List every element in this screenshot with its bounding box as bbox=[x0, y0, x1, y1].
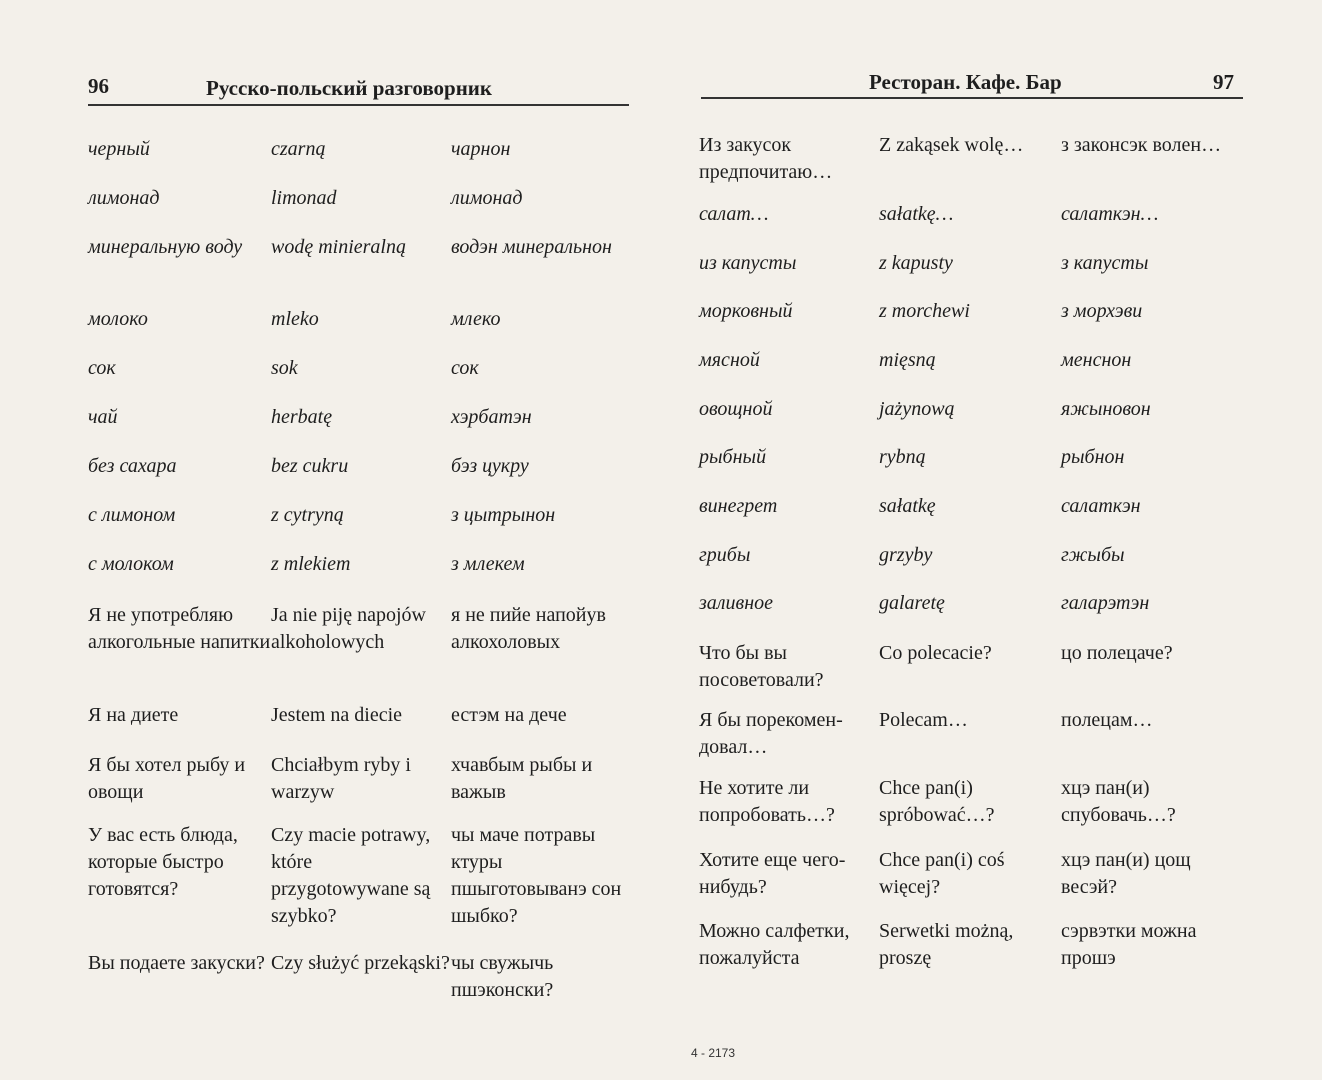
polish-phrase: Chciałbym ryby i warzyw bbox=[271, 754, 411, 803]
phrase-row bbox=[88, 355, 626, 382]
phrase-row bbox=[88, 950, 626, 1004]
russian-phrase: молоко bbox=[88, 308, 148, 330]
phrase-row bbox=[88, 551, 626, 578]
transcription: бэз цукру bbox=[451, 455, 529, 477]
transcription: з морхэви bbox=[1061, 300, 1143, 322]
russian-phrase: Я на диете bbox=[88, 704, 179, 726]
phrase-row bbox=[699, 396, 1236, 423]
polish-phrase: z kapusty bbox=[879, 252, 953, 274]
polish-phrase: Chce pan(i) spróbować…? bbox=[879, 777, 995, 826]
transcription: лимонад bbox=[451, 187, 523, 209]
polish-phrase: grzyby bbox=[879, 544, 933, 566]
polish-phrase: sałatkę bbox=[879, 495, 936, 517]
right-running-title: Ресторан. Кафе. Бар bbox=[869, 70, 1062, 94]
polish-phrase: wodę minieralną bbox=[271, 236, 406, 258]
polish-phrase: Czy służyć przekąski? bbox=[271, 952, 450, 974]
polish-phrase: z cytryną bbox=[271, 504, 344, 526]
polish-phrase: bez cukru bbox=[271, 455, 349, 477]
phrase-row bbox=[88, 822, 626, 930]
polish-phrase: z morchewi bbox=[879, 300, 970, 322]
transcription: чы свужычь пшэконски? bbox=[451, 952, 554, 1001]
russian-phrase: мясной bbox=[699, 349, 760, 371]
phrase-row bbox=[88, 502, 626, 529]
phrase-row bbox=[699, 918, 1236, 972]
transcription: цо полецаче? bbox=[1061, 642, 1173, 664]
transcription: менснон bbox=[1061, 349, 1132, 371]
polish-phrase: mleko bbox=[271, 308, 319, 330]
russian-phrase: Из закусок предпочитаю… bbox=[699, 134, 833, 183]
phrase-row bbox=[699, 347, 1236, 374]
transcription: рыбнон bbox=[1061, 446, 1125, 468]
left-header-rule bbox=[88, 104, 629, 106]
phrase-row bbox=[699, 493, 1236, 520]
transcription: з законсэк волен… bbox=[1061, 134, 1222, 156]
polish-phrase: z mlekiem bbox=[271, 553, 351, 575]
phrase-row bbox=[699, 298, 1236, 325]
right-page-number: 97 bbox=[1213, 70, 1234, 94]
polish-phrase: Chce pan(i) coś więcej? bbox=[879, 849, 1005, 898]
polish-phrase: czarną bbox=[271, 138, 326, 160]
phrase-row bbox=[88, 185, 626, 212]
russian-phrase: винегрет bbox=[699, 495, 778, 517]
russian-phrase: Вы подаете закуски? bbox=[88, 952, 265, 974]
phrase-row bbox=[699, 707, 1236, 761]
phrase-row bbox=[699, 542, 1236, 569]
polish-phrase: sok bbox=[271, 357, 298, 379]
russian-phrase: Я не употребляю алкогольные напитки bbox=[88, 604, 271, 653]
phrase-row bbox=[699, 775, 1236, 829]
transcription: яжыновон bbox=[1061, 398, 1151, 420]
polish-phrase: Z zakąsek wolę… bbox=[879, 134, 1024, 156]
transcription: полецам… bbox=[1061, 709, 1153, 731]
russian-phrase: Я бы порекомен-довал… bbox=[699, 709, 843, 758]
left-page-number: 96 bbox=[88, 74, 109, 98]
phrase-row bbox=[699, 640, 1236, 694]
polish-phrase: Czy macie potrawy, które przygotowywane są szybko? bbox=[271, 824, 431, 927]
russian-phrase: минеральную воду bbox=[88, 236, 243, 258]
phrase-row bbox=[699, 250, 1236, 277]
russian-phrase: лимонад bbox=[88, 187, 160, 209]
phrase-row bbox=[699, 444, 1236, 471]
russian-phrase: с молоком bbox=[88, 553, 174, 575]
transcription: водэн минеральнон bbox=[451, 236, 612, 258]
transcription: салаткэн… bbox=[1061, 203, 1159, 225]
phrase-row bbox=[88, 752, 626, 806]
transcription: сэрвэтки можна прошэ bbox=[1061, 920, 1197, 969]
polish-phrase: galaretę bbox=[879, 592, 945, 614]
polish-phrase: jażynową bbox=[879, 398, 955, 420]
right-page bbox=[661, 0, 1322, 1080]
russian-phrase: салат… bbox=[699, 203, 769, 225]
russian-phrase: без сахара bbox=[88, 455, 177, 477]
phrase-row bbox=[699, 590, 1236, 617]
right-header-rule bbox=[701, 97, 1243, 99]
transcription: хчавбым рыбы и важыв bbox=[451, 754, 593, 803]
russian-phrase: Я бы хотел рыбу и овощи bbox=[88, 754, 246, 803]
polish-phrase: mięsną bbox=[879, 349, 936, 371]
transcription: гжыбы bbox=[1061, 544, 1125, 566]
polish-phrase: Serwetki możną, proszę bbox=[879, 920, 1014, 969]
russian-phrase: Что бы вы посоветовали? bbox=[699, 642, 824, 691]
transcription: з цытрынон bbox=[451, 504, 556, 526]
russian-phrase: из капусты bbox=[699, 252, 797, 274]
print-code: 4 - 2173 bbox=[691, 1046, 736, 1060]
polish-phrase: limonad bbox=[271, 187, 337, 209]
transcription: з млекем bbox=[451, 553, 525, 575]
phrase-row bbox=[88, 136, 626, 163]
transcription: хэрбатэн bbox=[451, 406, 532, 428]
polish-phrase: rybną bbox=[879, 446, 926, 468]
russian-phrase: Не хотите ли попробовать…? bbox=[699, 777, 835, 826]
phrase-row bbox=[88, 602, 626, 656]
russian-phrase: Хотите еще чего-нибудь? bbox=[699, 849, 846, 898]
transcription: млеко bbox=[451, 308, 501, 330]
transcription: галарэтэн bbox=[1061, 592, 1150, 614]
transcription: сок bbox=[451, 357, 479, 379]
transcription: чы маче потравы ктуры пшыготовыванэ сон шыбко? bbox=[451, 824, 622, 927]
transcription: з капусты bbox=[1061, 252, 1149, 274]
transcription: чарнон bbox=[451, 138, 511, 160]
russian-phrase: черный bbox=[88, 138, 150, 160]
phrase-row bbox=[699, 132, 1236, 186]
russian-phrase: с лимоном bbox=[88, 504, 176, 526]
phrase-row bbox=[88, 404, 626, 431]
transcription: салаткэн bbox=[1061, 495, 1141, 517]
phrase-row bbox=[88, 453, 626, 480]
russian-phrase: заливное bbox=[699, 592, 774, 614]
russian-phrase: грибы bbox=[699, 544, 751, 566]
russian-phrase: У вас есть блюда, которые быстро готовятся? bbox=[88, 824, 238, 900]
transcription: хцэ пан(и) спубовачь…? bbox=[1061, 777, 1176, 826]
phrase-row bbox=[88, 306, 626, 333]
polish-phrase: Ja nie piję napojów alkoholowych bbox=[271, 604, 426, 653]
russian-phrase: морковный bbox=[699, 300, 793, 322]
phrase-row bbox=[699, 201, 1236, 228]
polish-phrase: Polecam… bbox=[879, 709, 968, 731]
polish-phrase: Jestem na diecie bbox=[271, 704, 403, 726]
transcription: я не пийе напойув алкохоловых bbox=[451, 604, 606, 653]
transcription: естэм на дече bbox=[451, 704, 567, 726]
phrase-row bbox=[699, 847, 1236, 901]
left-running-title: Русско-польский разговорник bbox=[206, 76, 493, 100]
polish-phrase: sałatkę… bbox=[879, 203, 954, 225]
transcription: хцэ пан(и) цощ весэй? bbox=[1061, 849, 1191, 898]
phrase-row bbox=[88, 234, 626, 261]
russian-phrase: Можно салфетки, пожалуйста bbox=[699, 920, 850, 969]
russian-phrase: рыбный bbox=[699, 446, 767, 468]
russian-phrase: чай bbox=[88, 406, 118, 428]
polish-phrase: herbatę bbox=[271, 406, 333, 428]
phrase-row bbox=[88, 702, 626, 729]
polish-phrase: Co polecacie? bbox=[879, 642, 992, 664]
russian-phrase: овощной bbox=[699, 398, 773, 420]
russian-phrase: сок bbox=[88, 357, 116, 379]
